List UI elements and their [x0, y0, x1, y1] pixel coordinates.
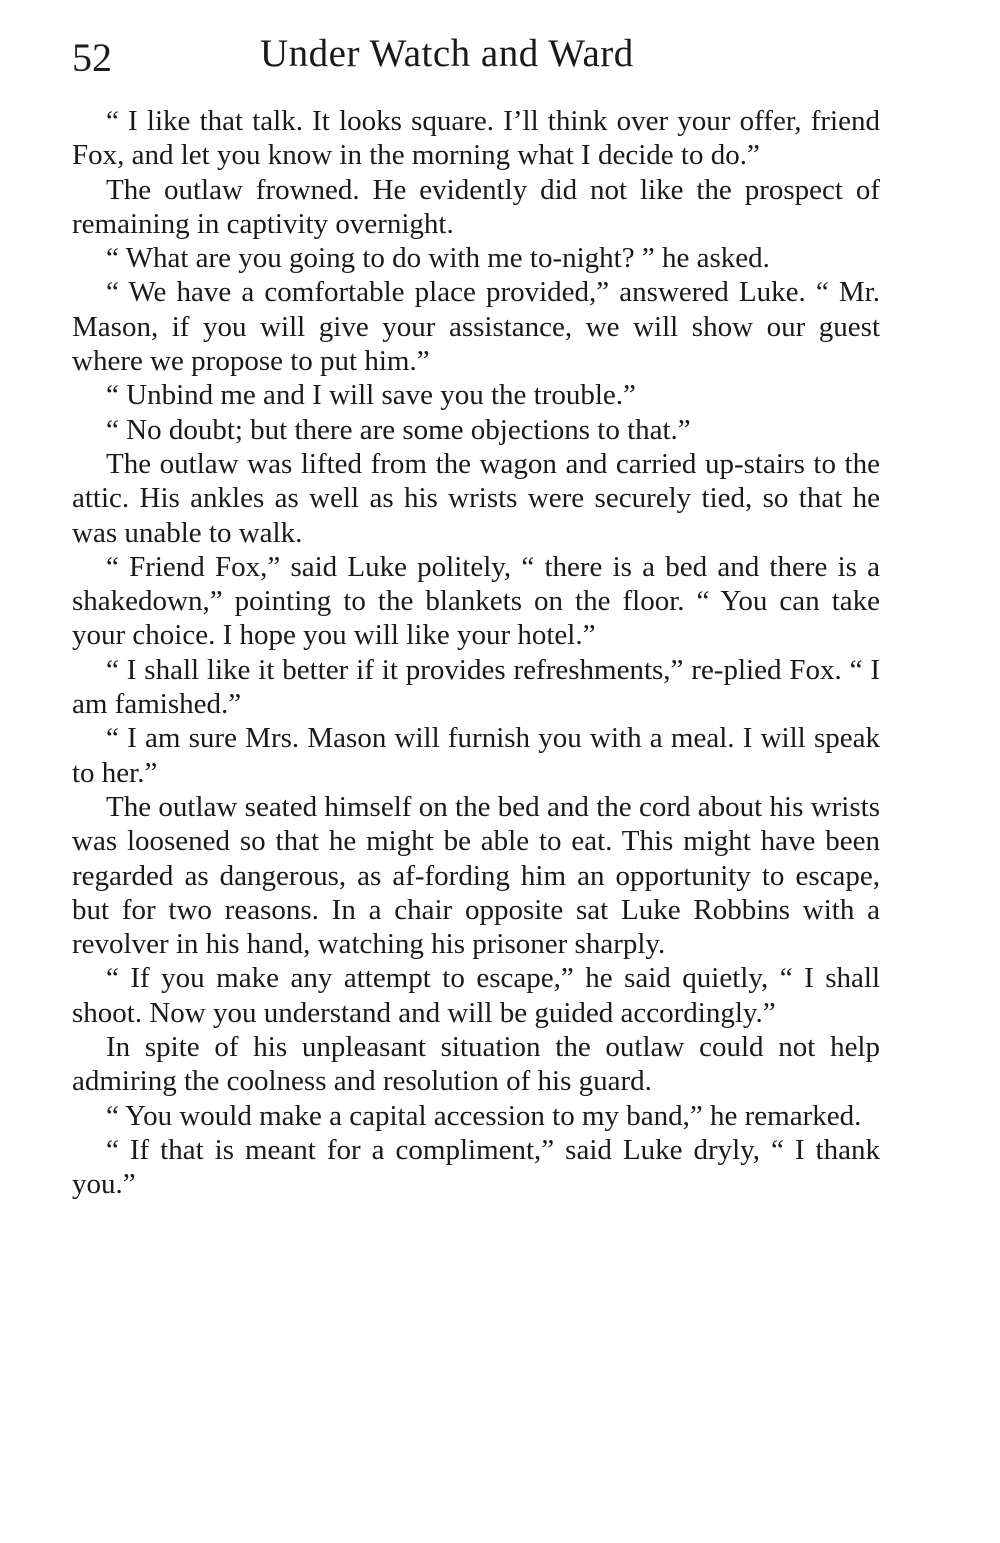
paragraph: “ I am sure Mrs. Mason will furnish you with a meal. I will speak to her.”	[72, 722, 880, 789]
running-head	[72, 26, 880, 84]
paragraph: “ You would make a capital accession to my band,” he remarked.	[106, 1099, 862, 1132]
page-title: Under Watch and Ward	[260, 32, 634, 75]
paragraph: “ What are you going to do with me to-night? ” he asked.	[106, 242, 770, 275]
paragraph: “ We have a comfortable place provided,” answered Luke. “ Mr. Mason, if you will give your assistance, we will show our guest where we propose to put him.”	[72, 276, 880, 378]
page-number: 52	[72, 35, 112, 80]
paragraph: “ If you make any attempt to escape,” he said quietly, “ I shall shoot. Now you understand and will be guided accordingly.”	[72, 962, 880, 1029]
body-text	[72, 104, 880, 1202]
paragraph: In spite of his unpleasant situation the outlaw could not help admiring the coolness and resolution of his guard.	[72, 1031, 880, 1098]
paragraph: “ Friend Fox,” said Luke politely, “ there is a bed and there is a shakedown,” pointing to the blankets on the floor. “ You can take your choice. I hope you will like your hotel.”	[72, 550, 880, 652]
paragraph: The outlaw frowned. He evidently did not like the prospect of remaining in captivity overnight.	[72, 173, 880, 240]
paragraph: The outlaw was lifted from the wagon and carried up-stairs to the attic. His ankles as well as his wrists were securely tied, so that he was unable to walk.	[72, 447, 880, 549]
paragraph: “ If that is meant for a compliment,” said Luke dryly, “ I thank you.”	[72, 1133, 880, 1201]
paragraph: “ I like that talk. It looks square. I’ll think over your offer, friend Fox, and let you know in the morning what I decide to do.”	[72, 105, 880, 172]
paragraph: “ No doubt; but there are some objections to that.”	[106, 413, 691, 446]
paragraph: “ I shall like it better if it provides refreshments,” re-plied Fox. “ I am famished.”	[72, 653, 880, 721]
paragraph: “ Unbind me and I will save you the trouble.”	[106, 379, 636, 412]
book-page	[72, 26, 880, 1202]
paragraph: The outlaw seated himself on the bed and the cord about his wrists was loosened so that he might be able to eat. This might have been regarded as dangerous, as af-fording him an opportunity to escape, but for two reasons. In a chair opposite sat Luke Robbins with a revolver in his hand, watching his prisoner sharply.	[72, 790, 880, 961]
